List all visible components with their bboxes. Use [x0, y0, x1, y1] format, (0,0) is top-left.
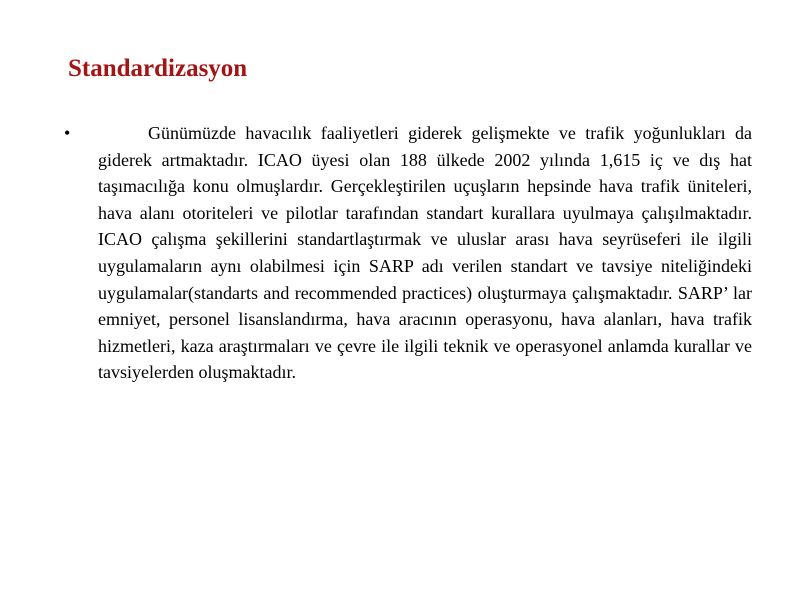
bullet-paragraph: Günümüzde havacılık faaliyetleri giderek gelişmekte ve trafik yoğunlukları da giderek artmaktadır. ICAO üyesi olan 188 ülkede 2002 yılında 1,615 iç ve dış hat taşımacılığa konu olmuşlardır. Gerçekleştirilen uçuşların hepsinde hava trafik üniteleri, hava alanı otoriteleri ve pilotlar tarafından standart kurallara uyulmaya çalışılmaktadır. ICAO çalışma şekillerini standartlaştırmak ve uluslar arası hava seyrüseferi ile ilgili uygulamaların aynı olabilmesi için SARP adı verilen standart ve tavsiye niteliğindeki uygulamalar(standarts and recommended practices) oluşturmaya çalışmaktadır. SARP’ lar emniyet, personel lisanslandırma, hava aracının operasyonu, hava alanları, hava trafik hizmetleri, kaza araştırmaları ve çevre ile ilgili teknik ve operasyonel anlamda kurallar ve tavsiyelerden oluşmaktadır.	[98, 123, 752, 383]
slide-title: Standardizasyon	[68, 55, 248, 82]
bullet-marker: •	[64, 123, 71, 143]
